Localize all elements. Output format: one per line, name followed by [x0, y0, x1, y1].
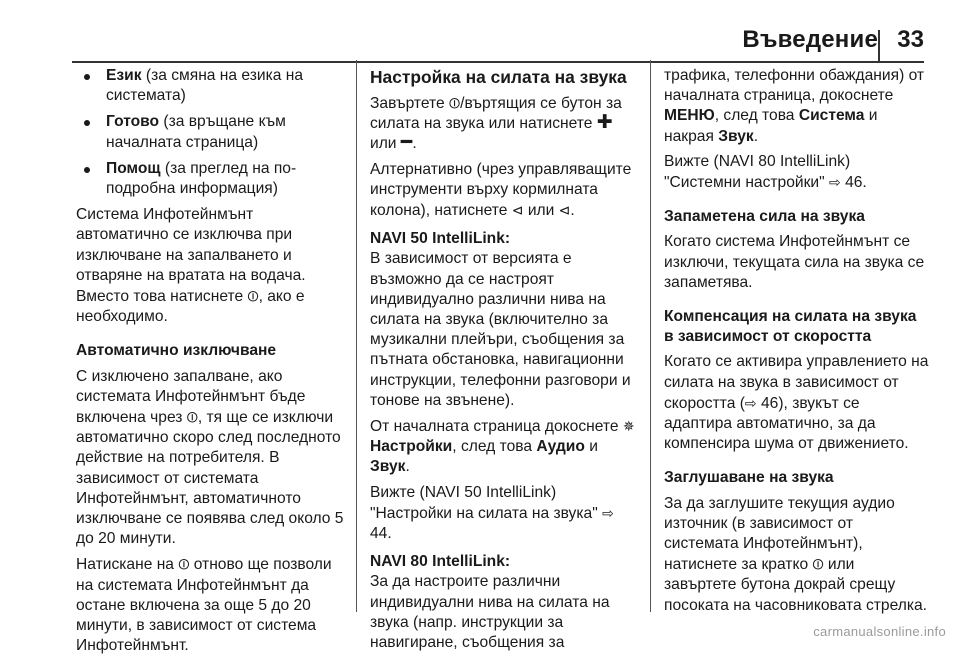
page-header: [0, 0, 960, 62]
power-icon: ⏼: [247, 288, 259, 305]
column-divider: [650, 60, 651, 612]
navi80-label: NAVI 80 IntelliLink:: [370, 553, 511, 571]
column-2: [370, 66, 636, 658]
list-item: [76, 159, 344, 199]
paragraph: Алтернативно (чрез управляващите инструменти върху кормилната колона), натиснете ⊲ или ⊲.: [370, 160, 632, 220]
paragraph: Когато система Инфотейнмънт се изключи, текущата сила на звука се запаметява.: [664, 233, 925, 291]
cross-reference: Вижте (NAVI 50 IntelliLink) "Настройки на силата на звука" ⇨ 44.: [370, 483, 614, 543]
power-icon: ⏼: [186, 409, 198, 426]
column-1: [76, 66, 344, 661]
paragraph: За да заглушите текущия аудио източник (в зависимост от системата Инфотейнмънт), натиснете за кратко ⏼ или завъртете бутона докрай срещу посоката на часовниковата стрелка.: [664, 494, 928, 614]
power-icon: ⏼: [812, 556, 824, 573]
column-3: [664, 66, 930, 621]
section-heading: Заглушаване на звука: [664, 469, 834, 487]
list-item: [76, 112, 344, 152]
paragraph: трафика, телефонни обаждания) от началната страница, докоснете МЕНЮ, след това Система и накрая Звук.: [664, 67, 925, 145]
volume-icon: ⊲: [511, 202, 524, 219]
paragraph: Завъртете ⏼/въртящия се бутон за силата на звука или натиснете ✚ или ━.: [370, 95, 622, 154]
page-reference-icon: ⇨: [744, 394, 757, 411]
section-heading: Автоматично изключване: [76, 342, 277, 360]
bullet-dot: [84, 120, 90, 126]
bullet-text: (за връщане към началната страница): [106, 113, 286, 151]
section-heading: Запаметена сила на звука: [664, 208, 865, 226]
list-item: [76, 66, 344, 106]
paragraph: Система Инфотейнмънт автоматично се изключва при изключване на запалването и отваряне на вратата на водача. Вместо това натиснете ⏼, ако е необходимо.: [76, 206, 306, 326]
paragraph: С изключено запалване, ако системата Инфотейнмънт бъде включена чрез ⏼, тя ще се изключи автоматично скоро след последното действие на потребителя. В зависимост от системата Инфотейнмънт, автоматичното изключване се появява след около 5 до 20 минути.: [76, 367, 344, 548]
power-icon: ⏼: [178, 556, 190, 573]
paragraph: За да настроите различни индивидуални нива на силата на звука (напр. инструкции за навигиране, съобщения за: [370, 573, 610, 652]
plus-icon: ✚: [596, 112, 613, 134]
page-reference-icon: ⇨: [829, 174, 841, 191]
bullet-term: Помощ: [106, 159, 161, 177]
bullet-text: (за преглед на по-подробна информация): [106, 159, 297, 198]
power-icon: ⏼: [449, 95, 461, 111]
bullet-term: Език: [106, 67, 142, 84]
paragraph: Когато се активира управлението на силата на звука в зависимост от скоростта (⇨ 46), звукът се адаптира автоматично, за да компенсира шума от движението.: [664, 353, 929, 453]
page-title: Въведение: [742, 26, 878, 53]
watermark: carmanualsonline.info: [813, 624, 946, 639]
bullet-text: (за смяна на езика на системата): [106, 67, 304, 105]
bullet-dot: [84, 167, 90, 173]
section-heading: Компенсация на силата на звука в зависимост от скоростта: [664, 308, 917, 346]
header-rule: [72, 61, 924, 63]
page-number: 33: [897, 26, 924, 53]
page-reference-icon: ⇨: [602, 504, 614, 521]
volume-down-icon: ⊲: [558, 202, 571, 219]
bullet-term: Готово: [106, 113, 160, 131]
header-divider: [878, 30, 880, 62]
gear-icon: ✵: [622, 418, 635, 435]
bullet-dot: [84, 74, 90, 80]
paragraph: Натискане на ⏼ отново ще позволи на системата Инфотейнмънт да остане включена за още 5 до 20 минути, в зависимост от система Инфотейнмънт.: [76, 556, 332, 655]
section-title: Настройка на силата на звука: [370, 67, 627, 87]
cross-reference: Вижте (NAVI 80 IntelliLink) "Системни настройки" ⇨ 46.: [664, 152, 867, 192]
minus-icon: ━: [400, 132, 413, 154]
column-divider: [356, 60, 357, 612]
paragraph: От началната страница докоснете ✵Настройки, след това Аудио и Звук.: [370, 418, 635, 476]
navi50-label: NAVI 50 IntelliLink:: [370, 230, 511, 248]
paragraph: В зависимост от версията е възможно да се настроят индивидуално различни нива на силата на звука (включително за музикални плейъри, съобщения за пътната обстановка, навигационни инструкции, телефонни разговори и тонове на звънене).: [370, 250, 631, 409]
